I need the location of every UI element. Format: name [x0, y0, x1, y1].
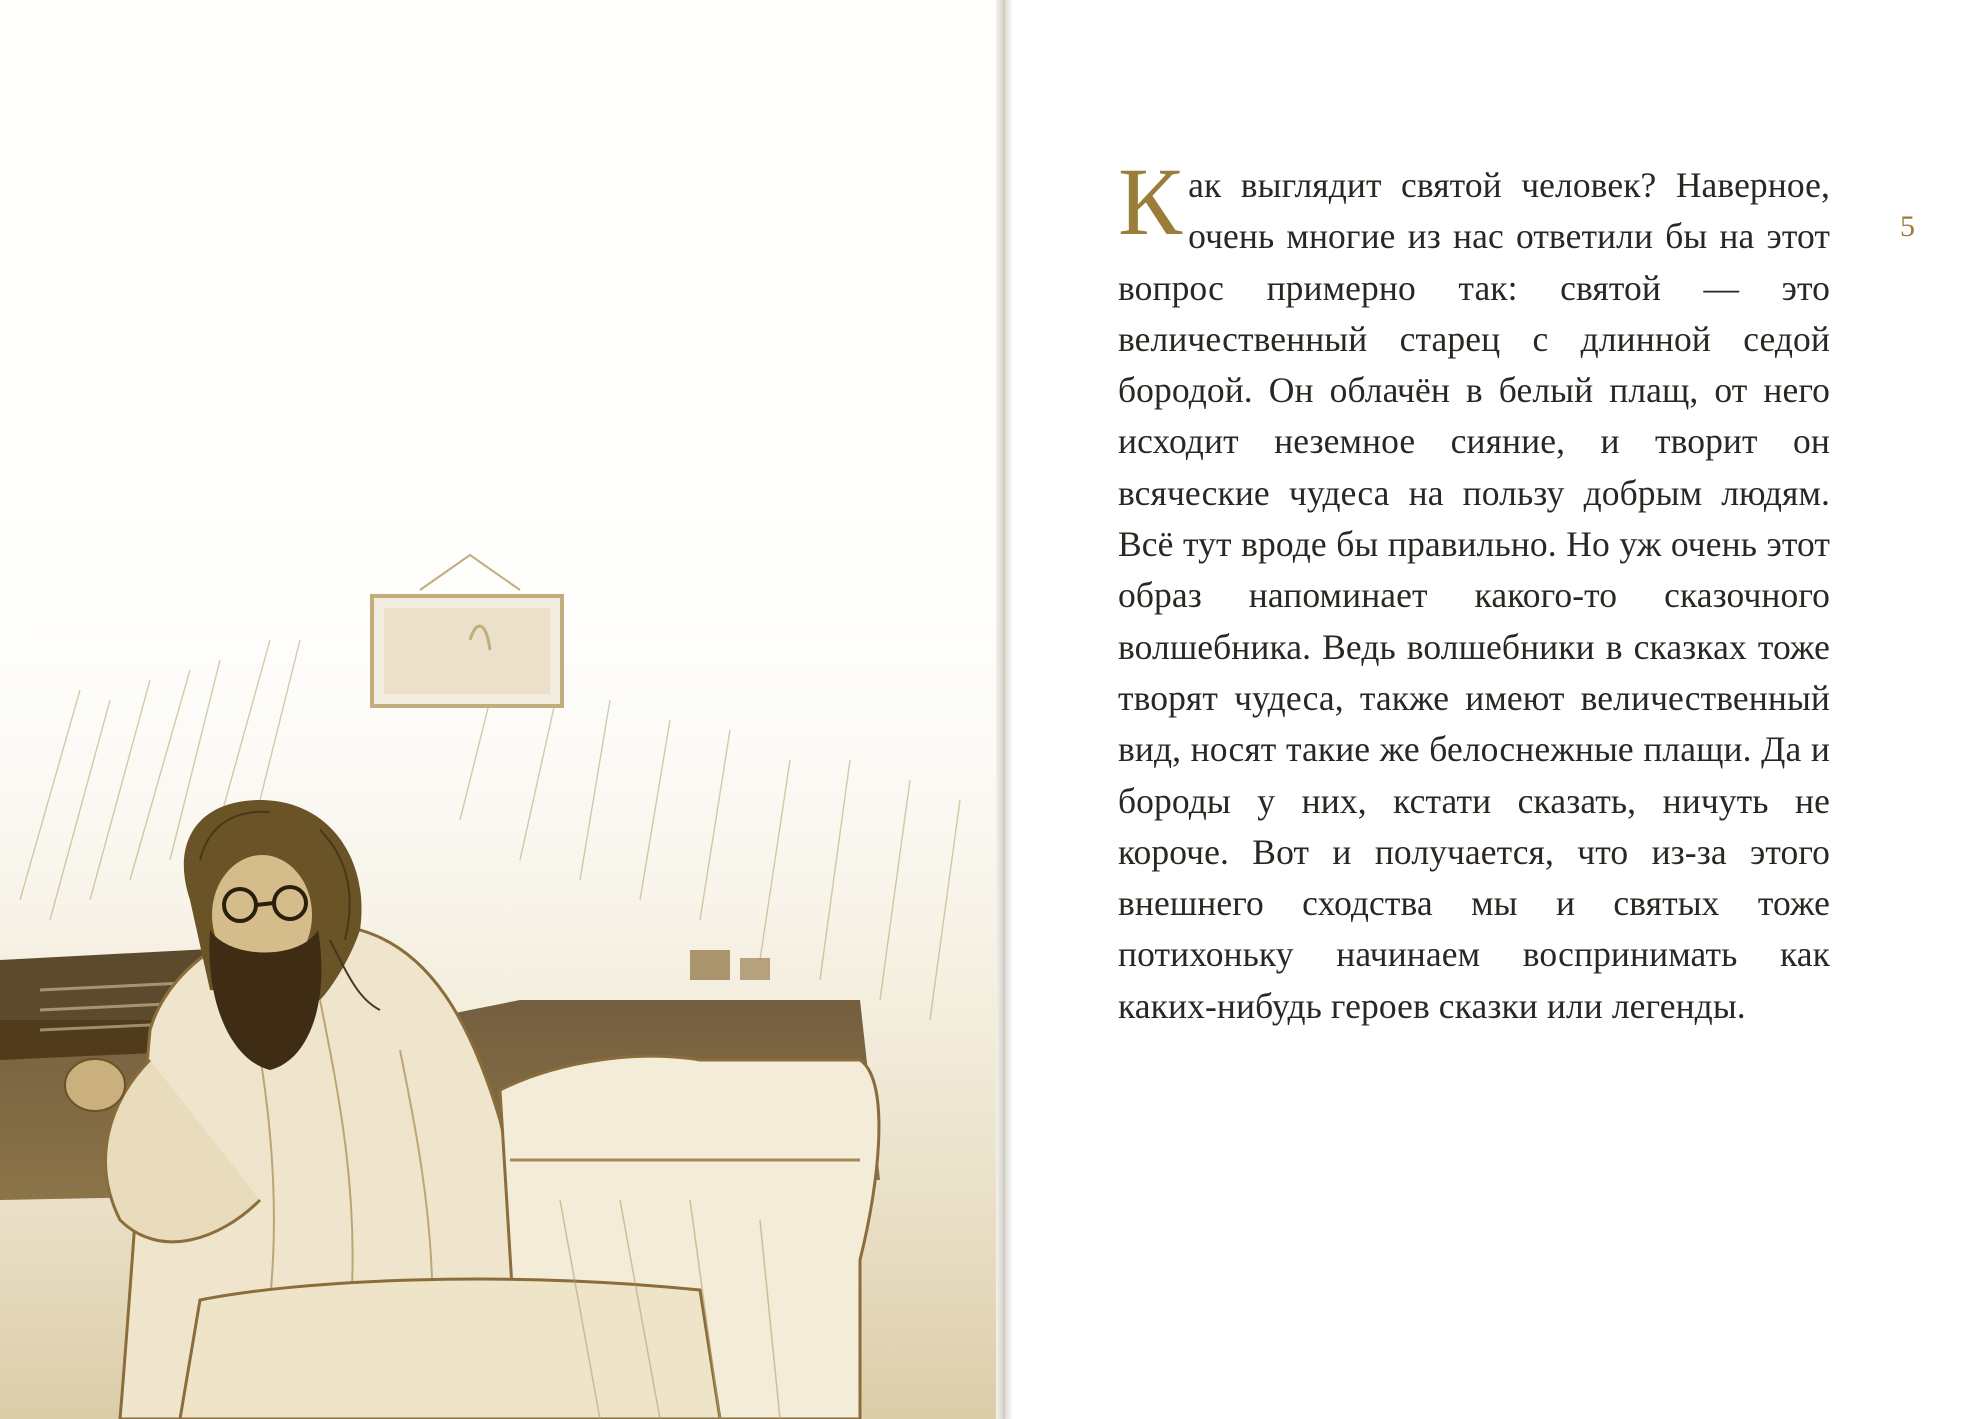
page-number: 5 [1900, 210, 1915, 243]
body-paragraph: ак выглядит святой человек? Наверное, очень многие из нас ответили бы на этот вопрос примерно так: святой — это величественный старец с длинной седой бородой. Он облачён в белый плащ, от него исходит неземное сияние, и творит он всяческие чудеса на пользу добрым людям. Всё тут вроде бы правильно. Но уж очень этот образ напоминает какого-то сказочного волшебника. Ведь волшебники в сказках тоже творят чудеса, также имеют величественный вид, носят такие же белоснежные плащи. Да и бороды у них, кстати сказать, ничуть не короче. Вот и получается, что из-за этого внешнего сходства мы и святых тоже потихоньку начинаем воспринимать как каких-нибудь героев сказки или легенды. [1118, 165, 1830, 1026]
book-gutter [996, 0, 1012, 1419]
drop-cap: К [1118, 148, 1183, 255]
body-text [1118, 148, 1830, 1032]
